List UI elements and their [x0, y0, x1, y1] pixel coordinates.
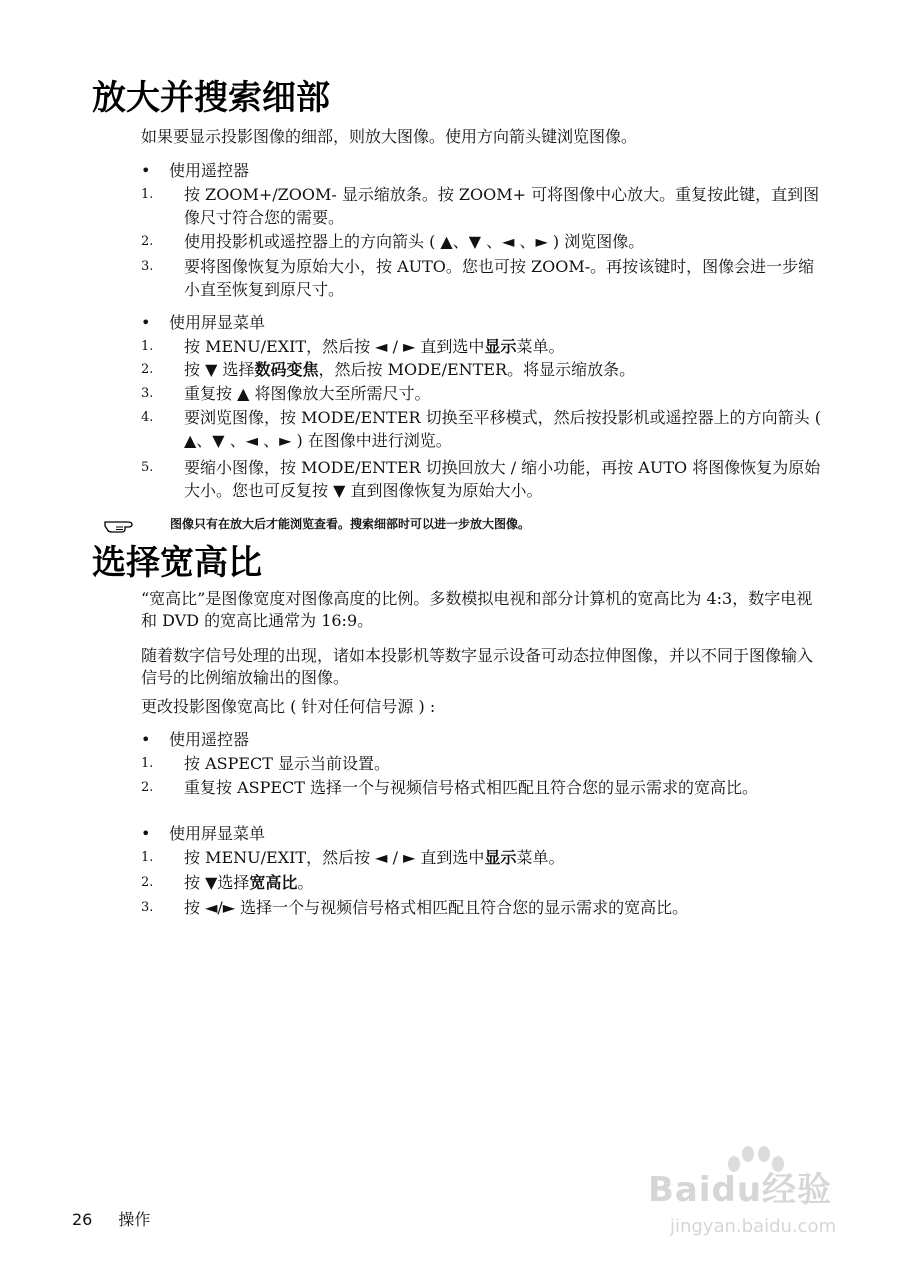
bullet-dot: •: [141, 730, 151, 749]
watermark-url: jingyan.baidu.com: [670, 1216, 837, 1237]
item-number: 2.: [141, 362, 154, 377]
pointing-hand-icon: [104, 516, 140, 534]
bullet-osd: [141, 823, 265, 845]
note-text: 图像只有在放大后才能浏览查看。搜索细部时可以进一步放大图像。: [170, 517, 531, 531]
item-number: 2.: [141, 780, 154, 795]
item-text: 按 MENU/EXIT，然后按 ◄ / ► 直到选中显示菜单。: [184, 848, 565, 867]
list-item: [141, 358, 821, 381]
item-number: 3.: [141, 259, 154, 274]
list-item: [141, 871, 821, 894]
aspect-para-2: 随着数字信号处理的出现，诸如本投影机等数字显示设备可动态拉伸图像，并以不同于图像输入信号的比例缩放输出的图像。: [141, 646, 814, 687]
bullet-label: 使用屏显菜单: [169, 313, 266, 332]
section-title-aspect: 选择宽高比: [92, 543, 262, 583]
item-text: 按 ZOOM+/ZOOM- 显示缩放条。按 ZOOM+ 可将图像中心放大。重复按此键，直到图像尺寸符合您的需要。: [184, 185, 820, 227]
item-text: 要浏览图像，按 MODE/ENTER 切换至平移模式，然后按投影机或遥控器上的方向箭头 ( ▲、▼ 、◄ 、► ) 在图像中进行浏览。: [184, 408, 821, 450]
item-text: 要将图像恢复为原始大小，按 AUTO。您也可按 ZOOM-。再按该键时，图像会进一步缩小直至恢复到原尺寸。: [184, 257, 815, 299]
item-text: 按 ◄/► 选择一个与视频信号格式相匹配且符合您的显示需求的宽高比。: [184, 898, 689, 917]
bullet-dot: •: [141, 161, 151, 180]
bullet-label: 使用屏显菜单: [169, 824, 266, 843]
list-item: [141, 255, 821, 301]
list-item: [141, 846, 821, 869]
baidu-watermark: [640, 1140, 880, 1260]
item-text: 按 ▼ 选择数码变焦，然后按 MODE/ENTER。将显示缩放条。: [184, 360, 636, 379]
zoom-intro: 如果要显示投影图像的细部，则放大图像。使用方向箭头键浏览图像。: [141, 127, 638, 146]
item-number: 1.: [141, 850, 154, 865]
item-number: 5.: [141, 460, 154, 475]
item-number: 2.: [141, 234, 154, 249]
list-item: [141, 776, 781, 799]
list-item: [141, 752, 821, 775]
item-text: 重复按 ASPECT 选择一个与视频信号格式相匹配且符合您的显示需求的宽高比。: [184, 778, 759, 797]
list-item: [141, 896, 821, 919]
page-number: 26: [72, 1210, 93, 1229]
item-number: 3.: [141, 386, 154, 401]
bullet-label: 使用遥控器: [169, 161, 250, 180]
list-item: [141, 382, 821, 405]
item-text: 要缩小图像，按 MODE/ENTER 切换回放大 / 缩小功能，再按 AUTO 将图像恢复为原始大小。您也可反复按 ▼ 直到图像恢复为原始大小。: [184, 458, 821, 500]
item-number: 2.: [141, 875, 154, 890]
note-box: [100, 513, 820, 537]
list-item: [141, 183, 821, 229]
list-item: [141, 456, 821, 502]
item-number: 4.: [141, 410, 154, 425]
watermark-brand: Baidu经验: [648, 1170, 833, 1210]
section-title-zoom: 放大并搜索细部: [92, 78, 330, 118]
list-item: [141, 406, 821, 452]
bullet-label: 使用遥控器: [169, 730, 250, 749]
item-number: 1.: [141, 756, 154, 771]
bullet-dot: •: [141, 824, 151, 843]
list-item: [141, 335, 821, 358]
page-footer: [72, 1209, 150, 1231]
aspect-para-3: 更改投影图像宽高比 ( 针对任何信号源 ) :: [141, 697, 436, 716]
list-item: [141, 230, 821, 253]
item-text: 按 MENU/EXIT，然后按 ◄ / ► 直到选中显示菜单。: [184, 337, 565, 356]
aspect-para-1: “宽高比”是图像宽度对图像高度的比例。多数模拟电视和部分计算机的宽高比为 4:3，数字电视和 DVD 的宽高比通常为 16:9。: [141, 589, 813, 630]
bullet-osd: [141, 312, 265, 334]
item-text: 使用投影机或遥控器上的方向箭头 ( ▲、▼ 、◄ 、► ) 浏览图像。: [184, 232, 645, 251]
footer-section: 操作: [118, 1210, 151, 1229]
bullet-dot: •: [141, 313, 151, 332]
item-number: 1.: [141, 339, 154, 354]
item-text: 重复按 ▲ 将图像放大至所需尺寸。: [184, 384, 431, 403]
item-number: 3.: [141, 900, 154, 915]
bullet-remote: [141, 160, 249, 182]
bullet-remote: [141, 729, 249, 751]
item-text: 按 ASPECT 显示当前设置。: [184, 754, 391, 773]
item-number: 1.: [141, 187, 154, 202]
item-text: 按 ▼选择宽高比。: [184, 873, 314, 892]
